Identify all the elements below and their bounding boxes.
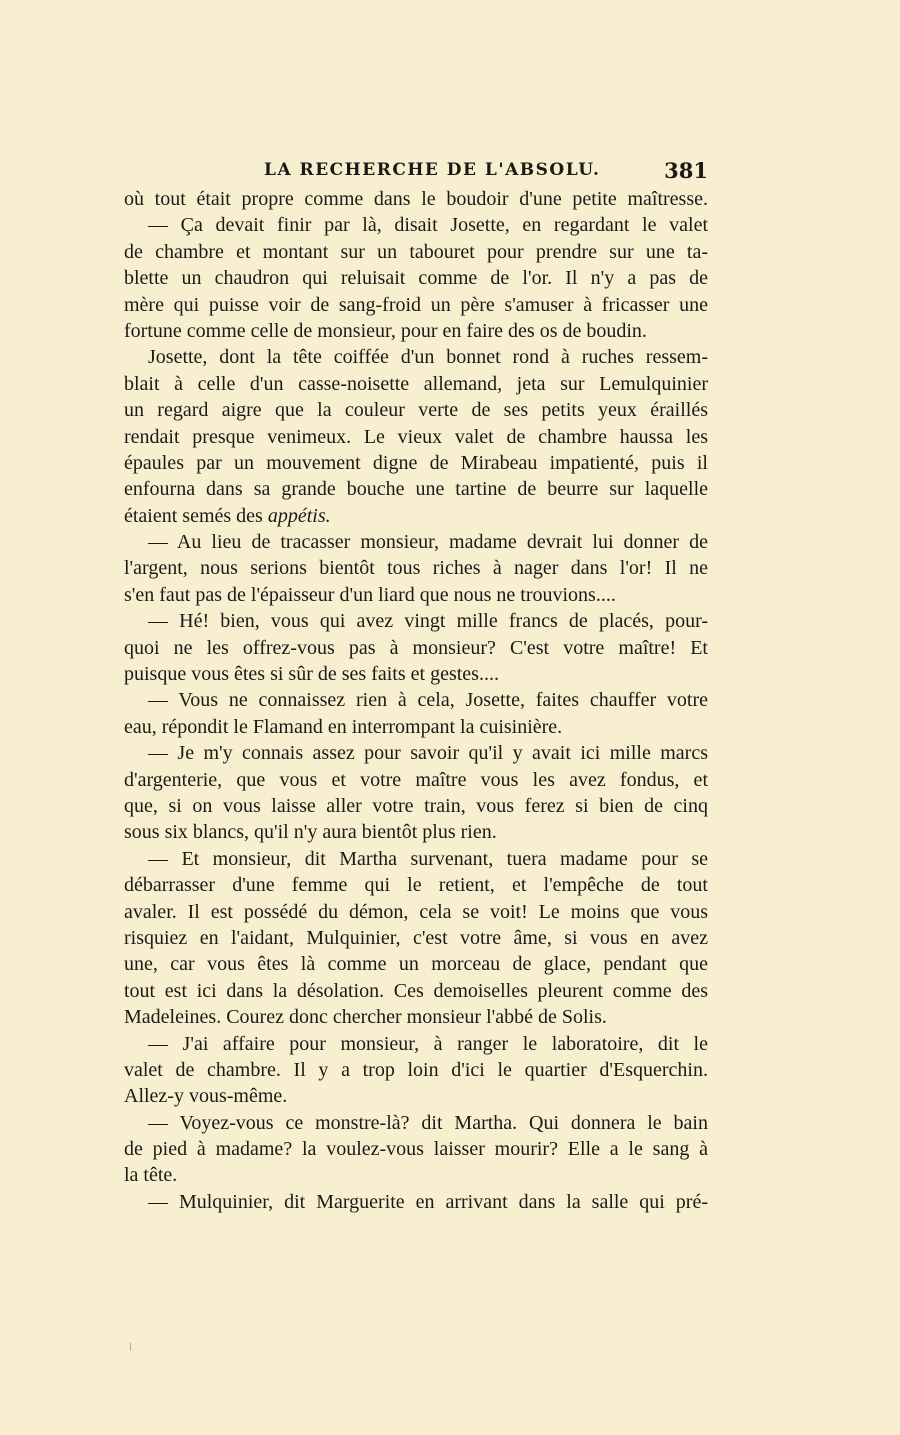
text-line: puisque vous êtes si sûr de ses faits et gestes.... bbox=[124, 663, 499, 686]
text-line: — Ça devait finir par là, disait Josette, en regardant le valet bbox=[148, 214, 708, 237]
text-line: de chambre et montant sur un tabouret pour prendre sur une ta- bbox=[124, 240, 708, 263]
text-line: une, car vous êtes là comme un morceau de glace, pendant que bbox=[124, 953, 708, 976]
text-line: — Voyez-vous ce monstre-là? dit Martha. Qui donnera le bain bbox=[148, 1111, 708, 1134]
text-line: un regard aigre que la couleur verte de ses petits yeux éraillés bbox=[124, 399, 708, 422]
text-line: eau, répondit le Flamand en interrompant la cuisinière. bbox=[124, 715, 563, 738]
text-line: valet de chambre. Il y a trop loin d'ici le quartier d'Esquerchin. bbox=[124, 1058, 708, 1081]
text-line: étaient semés des appétis. bbox=[124, 504, 331, 527]
text-line: tout est ici dans la désolation. Ces demoiselles pleurent comme des bbox=[124, 979, 708, 1002]
text-line: risquiez en l'aidant, Mulquinier, c'est votre âme, si vous en avez bbox=[124, 926, 708, 949]
page-number: 381 bbox=[664, 158, 708, 183]
text-line: rendait presque venimeux. Le vieux valet de chambre haussa les bbox=[124, 425, 708, 448]
text-line: quoi ne les offrez-vous pas à monsieur? C'est votre maître! Et bbox=[124, 636, 708, 659]
text-line: la tête. bbox=[124, 1164, 178, 1187]
text-line: — Je m'y connais assez pour savoir qu'il y avait ici mille marcs bbox=[148, 742, 708, 765]
text-line: s'en faut pas de l'épaisseur d'un liard que nous ne trouvions.... bbox=[124, 583, 616, 606]
text-line: où tout était propre comme dans le boudoir d'une petite maîtresse. bbox=[124, 188, 708, 210]
text-line: — Et monsieur, dit Martha survenant, tuera madame pour se bbox=[148, 847, 708, 870]
paper-mark bbox=[130, 1343, 131, 1351]
text-line: — Hé! bien, vous qui avez vingt mille francs de placés, pour- bbox=[148, 610, 708, 633]
text-line: enfourna dans sa grande bouche une tartine de beurre sur laquelle bbox=[124, 478, 708, 501]
text-line: fortune comme celle de monsieur, pour en faire des os de boudin. bbox=[124, 319, 647, 342]
text-line: débarrasser d'une femme qui le retient, et l'empêche de tout bbox=[124, 874, 708, 897]
text-line: sous six blancs, qu'il n'y aura bientôt plus rien. bbox=[124, 821, 497, 844]
text-line: — J'ai affaire pour monsieur, à ranger le laboratoire, dit le bbox=[148, 1032, 708, 1055]
text-line: Allez-y vous-même. bbox=[124, 1085, 288, 1108]
text-line: épaules par un mouvement digne de Mirabeau impatienté, puis il bbox=[124, 451, 708, 474]
text-line: blait à celle d'un casse-noisette allemand, jeta sur Lemulquinier bbox=[124, 372, 708, 395]
text-line: — Au lieu de tracasser monsieur, madame devrait lui donner de bbox=[148, 531, 708, 554]
text-line: d'argenterie, que vous et votre maître vous les avez fondus, et bbox=[124, 768, 708, 791]
text-line: avaler. Il est possédé du démon, cela se voit! Le moins que vous bbox=[124, 900, 708, 923]
body-text bbox=[124, 186, 708, 1215]
text-line: mère qui puisse voir de sang-froid un père s'amuser à fricasser une bbox=[124, 293, 708, 316]
running-title: LA RECHERCHE DE L'ABSOLU. bbox=[264, 160, 601, 180]
text-line: de pied à madame? la voulez-vous laisser mourir? Elle a le sang à bbox=[124, 1138, 708, 1161]
text-line: — Mulquinier, dit Marguerite en arrivant dans la salle qui pré- bbox=[148, 1190, 708, 1213]
text-line: — Vous ne connaissez rien à cela, Josette, faites chauffer votre bbox=[148, 689, 708, 712]
text-line: que, si on vous laisse aller votre train, vous ferez si bien de cinq bbox=[124, 794, 708, 817]
text-line: Josette, dont la tête coiffée d'un bonnet rond à ruches ressem- bbox=[148, 346, 708, 369]
text-line: Madeleines. Courez donc chercher monsieur l'abbé de Solis. bbox=[124, 1006, 607, 1029]
text-line: l'argent, nous serions bientôt tous riches à nager dans l'or! Il ne bbox=[124, 557, 708, 580]
text-line: blette un chaudron qui reluisait comme de l'or. Il n'y a pas de bbox=[124, 267, 708, 290]
page-header bbox=[124, 158, 708, 186]
